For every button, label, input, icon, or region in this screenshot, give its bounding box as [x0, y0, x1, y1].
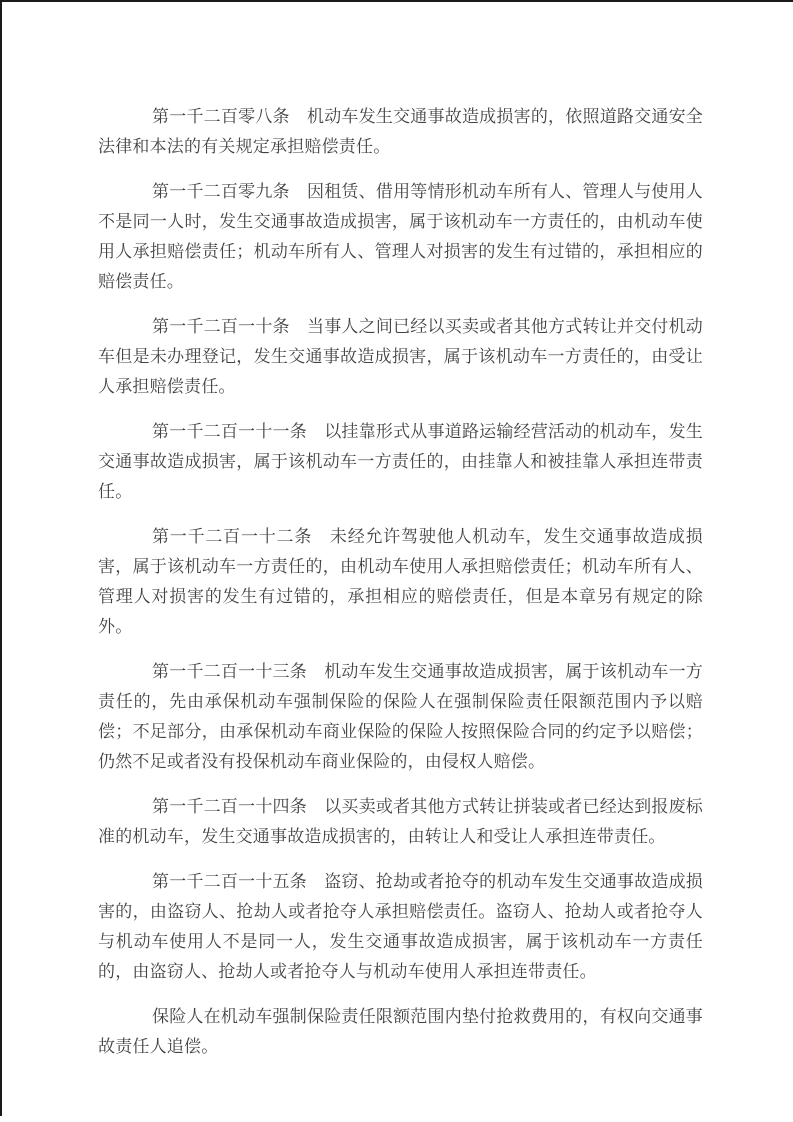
paragraph-article-1215: 第一千二百一十五条 盗窃、抢劫或者抢夺的机动车发生交通事故造成损害的，由盗窃人、抢劫人或者抢夺人承担赔偿责任。盗窃人、抢劫人或者抢夺人与机动车使用人不是同一人，发生交通事故造成损害，属于该机动车一方责任的，由盗窃人、抢劫人或者抢夺人与机动车使用人承担连带责任。 [98, 872, 703, 981]
page-top-edge-line [0, 0, 793, 2]
paragraph-article-1211: 第一千二百一十一条 以挂靠形式从事道路运输经营活动的机动车，发生交通事故造成损害，属于该机动车一方责任的，由挂靠人和被挂靠人承担连带责任。 [98, 422, 703, 501]
paragraph-article-1213: 第一千二百一十三条 机动车发生交通事故造成损害，属于该机动车一方责任的，先由承保机动车强制保险的保险人在强制保险责任限额范围内予以赔偿；不足部分，由承保机动车商业保险的保险人按照保险合同的约定予以赔偿；仍然不足或者没有投保机动车商业保险的，由侵权人赔偿。 [98, 662, 703, 771]
paragraph-article-1208: 第一千二百零八条 机动车发生交通事故造成损害的，依照道路交通安全法律和本法的有关规定承担赔偿责任。 [98, 107, 703, 156]
page-left-edge-line [0, 0, 2, 1116]
law-text-body [98, 102, 703, 1062]
paragraph-article-1210: 第一千二百一十条 当事人之间已经以买卖或者其他方式转让并交付机动车但是未办理登记，发生交通事故造成损害，属于该机动车一方责任的，由受让人承担赔偿责任。 [98, 317, 703, 396]
paragraph-article-1212: 第一千二百一十二条 未经允许驾驶他人机动车，发生交通事故造成损害，属于该机动车一方责任的，由机动车使用人承担赔偿责任；机动车所有人、管理人对损害的发生有过错的，承担相应的赔偿责任，但是本章另有规定的除外。 [98, 527, 703, 636]
paragraph-article-1214: 第一千二百一十四条 以买卖或者其他方式转让拼装或者已经达到报废标准的机动车，发生交通事故造成损害的，由转让人和受让人承担连带责任。 [98, 797, 703, 846]
paragraph-insurer-advance-recourse: 保险人在机动车强制保险责任限额范围内垫付抢救费用的，有权向交通事故责任人追偿。 [98, 1007, 703, 1056]
paragraph-article-1209: 第一千二百零九条 因租赁、借用等情形机动车所有人、管理人与使用人不是同一人时，发生交通事故造成损害，属于该机动车一方责任的，由机动车使用人承担赔偿责任；机动车所有人、管理人对损害的发生有过错的，承担相应的赔偿责任。 [98, 182, 703, 291]
